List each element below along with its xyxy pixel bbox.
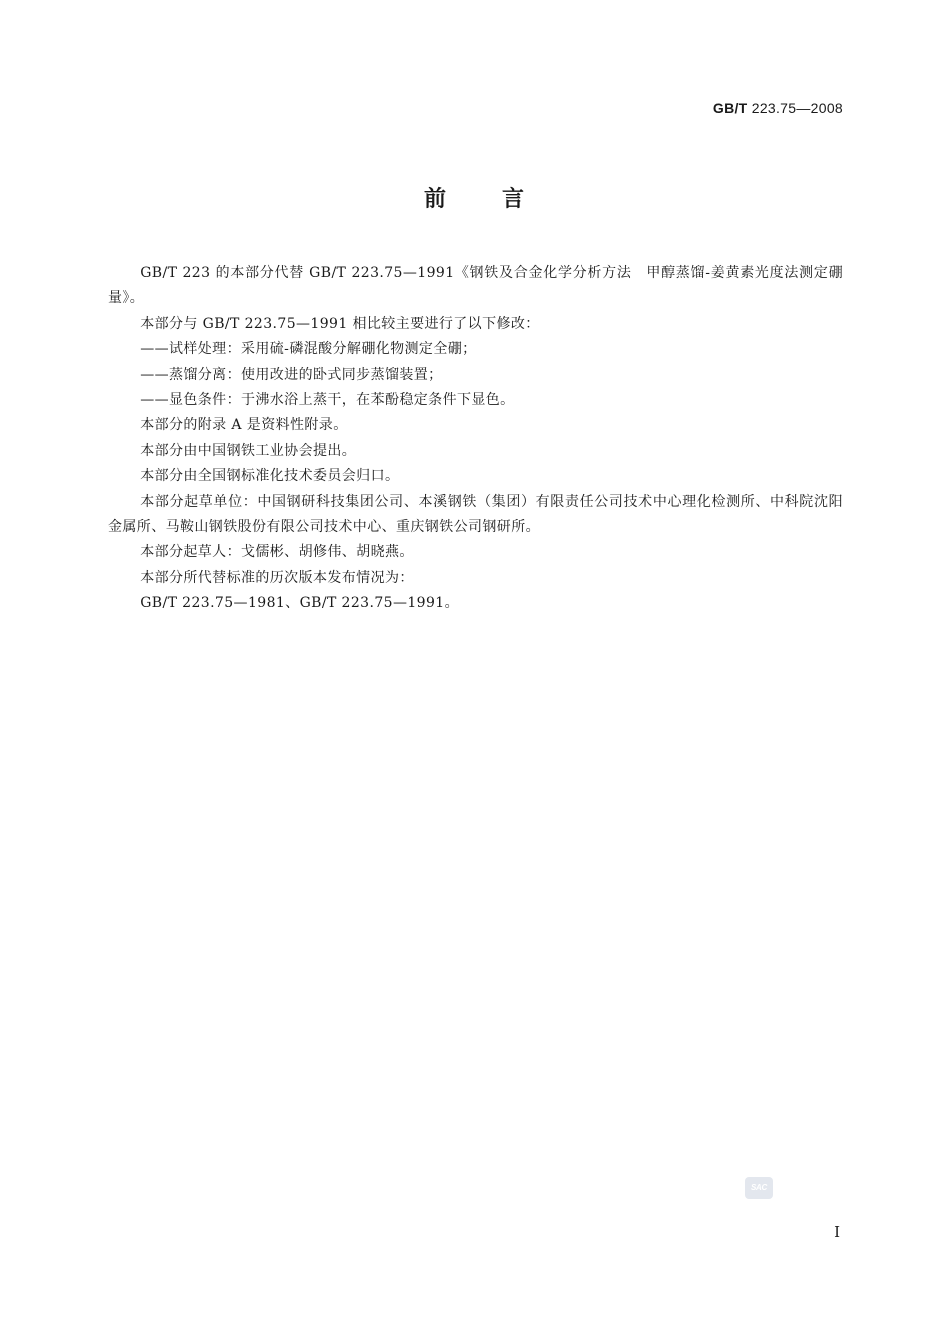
foreword-body bbox=[108, 261, 843, 617]
paragraph-history-versions: GB/T 223.75—1981、GB/T 223.75—1991。 bbox=[140, 595, 459, 612]
paragraph-proposed-by: 本部分由中国钢铁工业协会提出。 bbox=[140, 442, 357, 459]
paragraph-drafting-units: 本部分起草单位：中国钢研科技集团公司、本溪钢铁（集团）有限责任公司技术中心理化检测所、中科院沈阳金属所、马鞍山钢铁股份有限公司技术中心、重庆钢铁公司钢研所。 bbox=[108, 493, 843, 536]
list-item-distillation: ——蒸馏分离：使用改进的卧式同步蒸馏装置； bbox=[140, 366, 443, 383]
paragraph-appendix: 本部分的附录 A 是资料性附录。 bbox=[140, 417, 348, 434]
page-number: I bbox=[834, 1223, 840, 1241]
list-item-sample-treatment: ——试样处理：采用硫-磷混酸分解硼化物测定全硼； bbox=[140, 341, 477, 358]
paragraph-changes-intro: 本部分与 GB/T 223.75—1991 相比较主要进行了以下修改： bbox=[140, 315, 540, 332]
title-char-1: 前 bbox=[423, 187, 448, 212]
standard-prefix: GB/T bbox=[712, 100, 748, 116]
standard-code: 223.75—2008 bbox=[751, 100, 843, 116]
list-item-color-development: ——显色条件：于沸水浴上蒸干，在苯酚稳定条件下显色。 bbox=[140, 392, 515, 409]
paragraph-replacement-statement: GB/T 223 的本部分代替 GB/T 223.75—1991《钢铁及合金化学分析方法 甲醇蒸馏-姜黄素光度法测定硼量》。 bbox=[108, 265, 843, 307]
paragraph-drafters: 本部分起草人：戈儒彬、胡修伟、胡晓燕。 bbox=[140, 544, 414, 561]
paragraph-centralized-by: 本部分由全国钢标准化技术委员会归口。 bbox=[140, 468, 400, 485]
standard-number bbox=[713, 100, 843, 116]
sac-logo-icon: SAC bbox=[745, 1177, 773, 1199]
page-title bbox=[0, 182, 950, 213]
paragraph-history-intro: 本部分所代替标准的历次版本发布情况为： bbox=[140, 569, 414, 586]
title-char-2: 言 bbox=[502, 187, 527, 212]
